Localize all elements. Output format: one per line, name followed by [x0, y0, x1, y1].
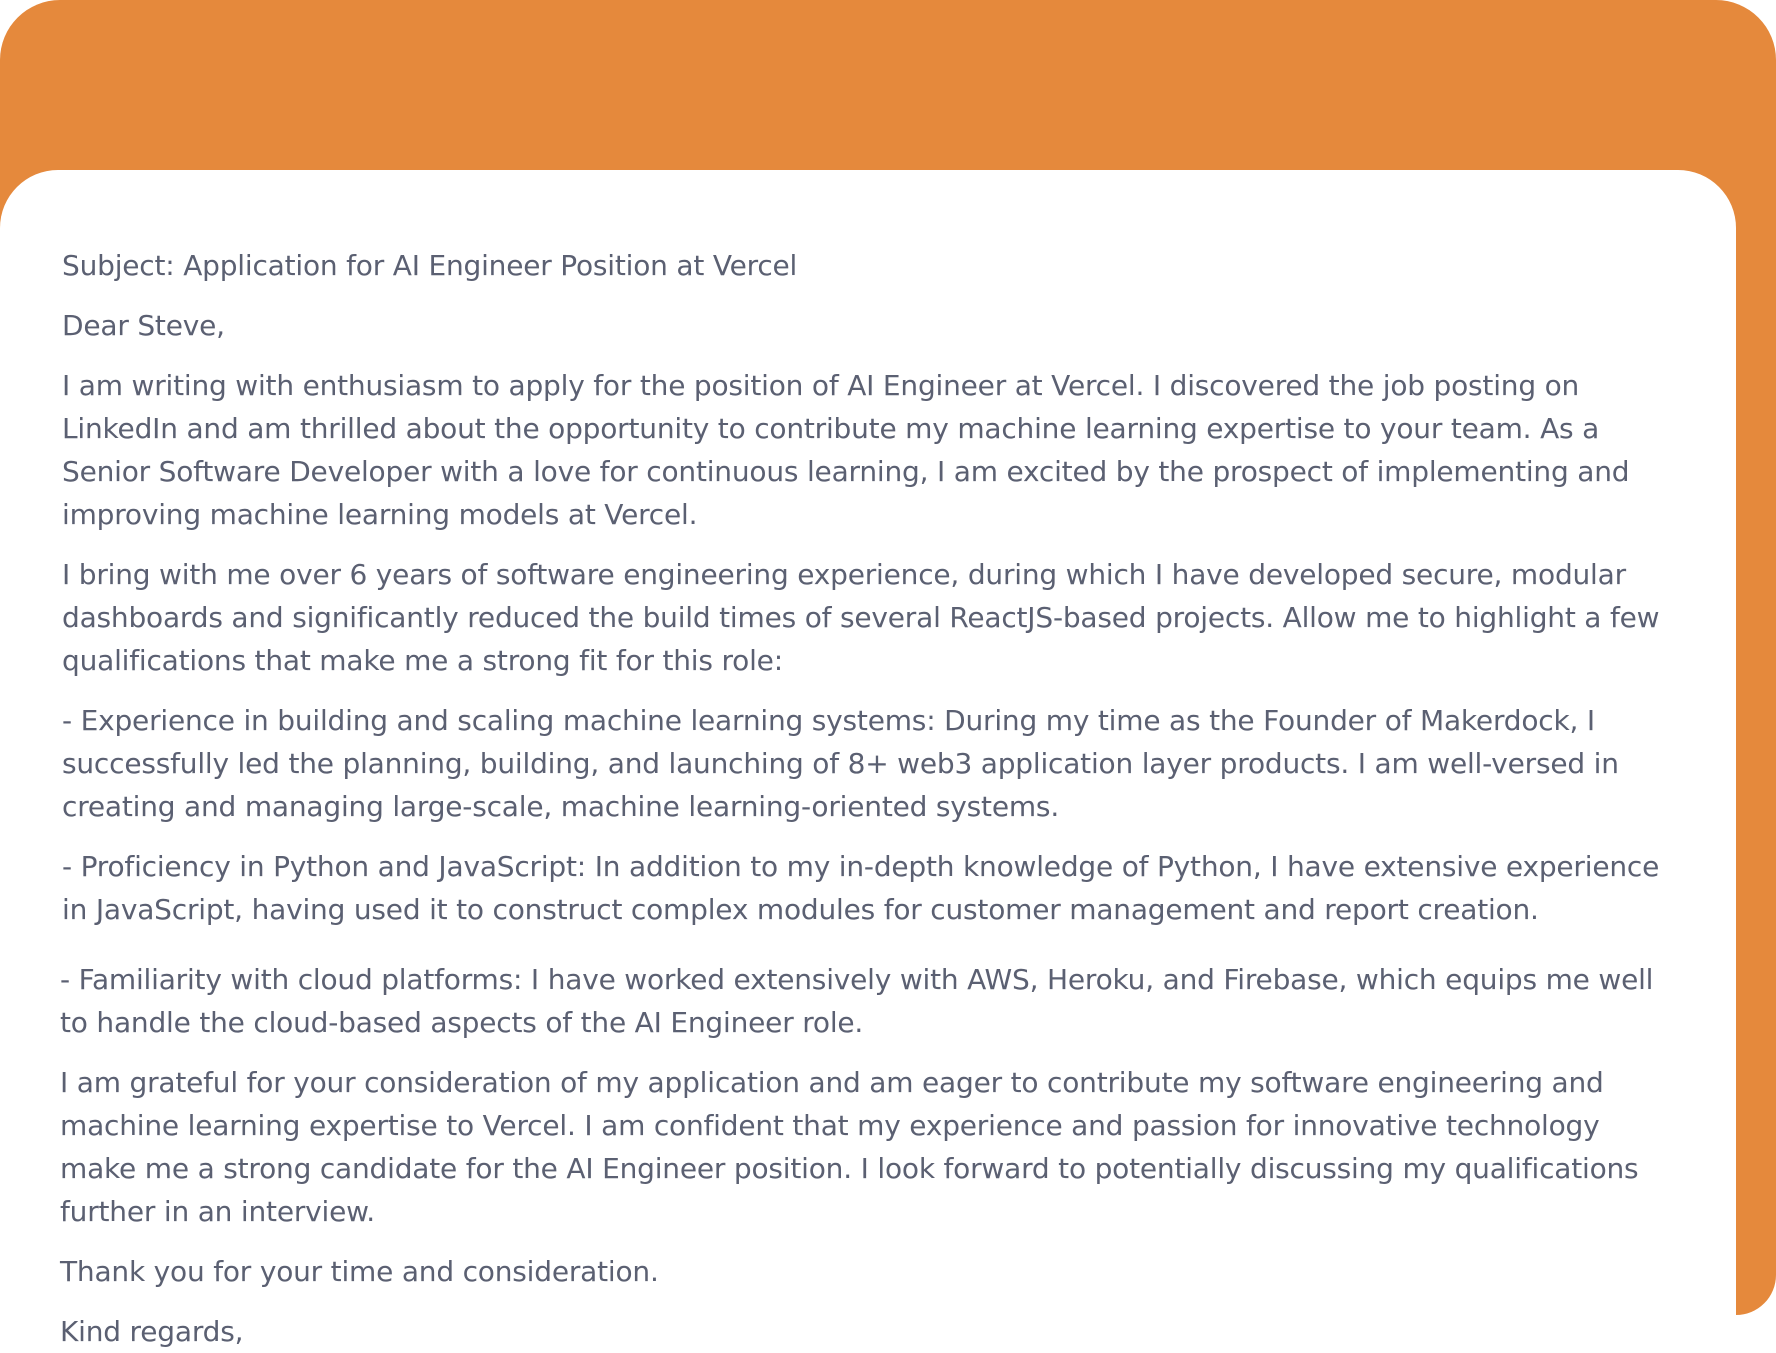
letter-greeting: Dear Steve,	[62, 309, 225, 342]
letter-bullet-cloud-platforms: - Familiarity with cloud platforms: I have worked extensively with AWS, Heroku, and Firebase, which equips me well to handle the cloud-based aspects of the AI Engineer role.	[60, 963, 1654, 1039]
letter-bullet-ml-systems: - Experience in building and scaling machine learning systems: During my time as the Founder of Makerdock, I successfully led the planning, building, and launching of 8+ web3 application layer products. I am well-versed in creating and managing large-scale, machine learning-oriented systems.	[62, 704, 1619, 823]
letter-body	[62, 244, 1662, 1353]
letter-closing: Kind regards,	[60, 1315, 244, 1348]
letter-paragraph-intro: I am writing with enthusiasm to apply for the position of AI Engineer at Vercel. I discovered the job posting on LinkedIn and am thrilled about the opportunity to contribute my machine learning expertise to your team. As a Senior Software Developer with a love for continuous learning, I am excited by the prospect of implementing and improving machine learning models at Vercel.	[62, 369, 1630, 531]
letter-paragraph-thanks: Thank you for your time and consideration.	[60, 1255, 659, 1288]
letter-paragraph-gratitude: I am grateful for your consideration of my application and am eager to contribute my software engineering and machine learning expertise to Vercel. I am confident that my experience and passion for innovative technology make me a strong candidate for the AI Engineer position. I look forward to potentially discussing my qualifications further in an interview.	[60, 1066, 1639, 1228]
letter-card	[0, 170, 1736, 1348]
letter-subject: Subject: Application for AI Engineer Position at Vercel	[62, 249, 798, 282]
letter-paragraph-experience: I bring with me over 6 years of software engineering experience, during which I have developed secure, modular dashboards and significantly reduced the build times of several ReactJS-based projects. Allow me to highlight a few qualifications that make me a strong fit for this role:	[62, 558, 1660, 677]
letter-bullet-python-javascript: - Proficiency in Python and JavaScript: In addition to my in-depth knowledge of Python, I have extensive experience in JavaScript, having used it to construct complex modules for customer management and report creation.	[62, 850, 1660, 926]
